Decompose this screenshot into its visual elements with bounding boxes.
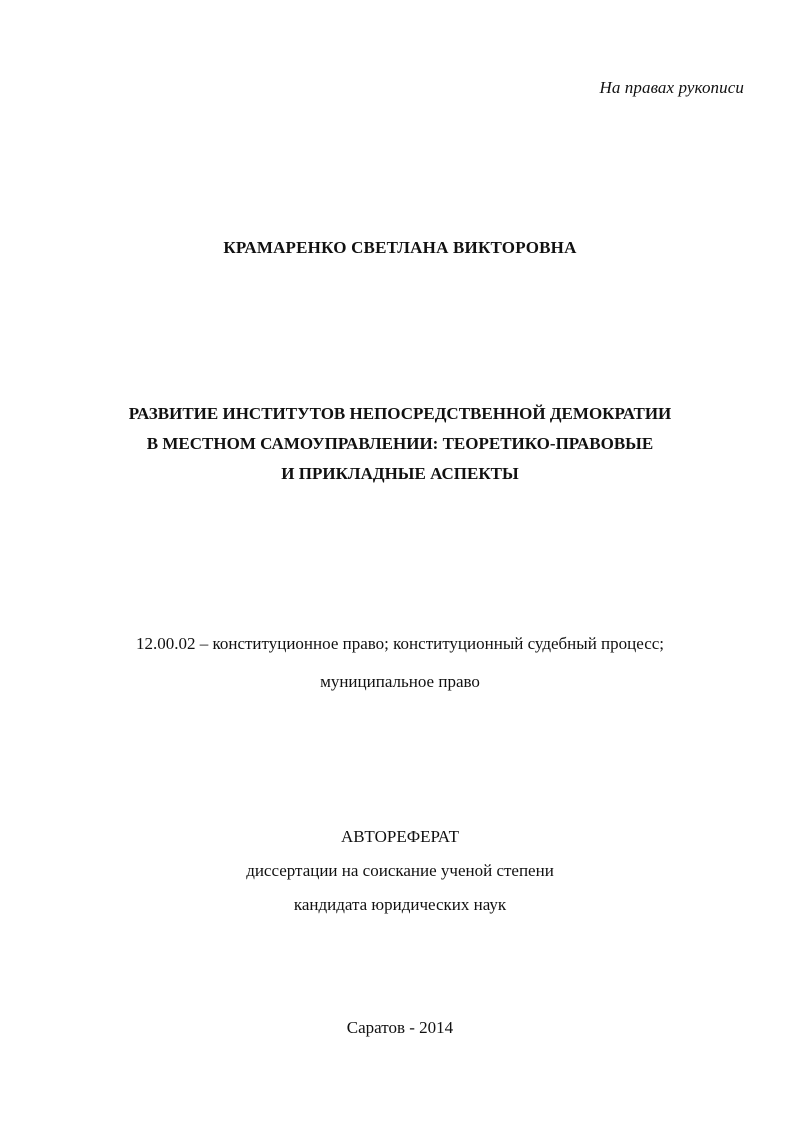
title-line: РАЗВИТИЕ ИНСТИТУТОВ НЕПОСРЕДСТВЕННОЙ ДЕМОКРАТИИ <box>128 404 672 423</box>
specialty-line: муниципальное право <box>320 672 480 691</box>
manuscript-rights-note: На правах рукописи <box>599 78 744 97</box>
specialty-code <box>20 625 780 701</box>
abstract-heading: АВТОРЕФЕРАТ <box>341 827 459 846</box>
title-line: И ПРИКЛАДНЫЕ АСПЕКТЫ <box>281 464 519 483</box>
abstract-line: кандидата юридических наук <box>293 895 507 914</box>
dissertation-title <box>20 399 780 489</box>
abstract-description <box>0 820 800 922</box>
specialty-line: 12.00.02 – конституционное право; конституционный судебный процесс; <box>135 634 665 653</box>
author-name: КРАМАРЕНКО СВЕТЛАНА ВИКТОРОВНА <box>223 238 577 257</box>
title-line: В МЕСТНОМ САМОУПРАВЛЕНИИ: ТЕОРЕТИКО-ПРАВОВЫЕ <box>146 434 654 453</box>
abstract-line: диссертации на соискание ученой степени <box>246 861 554 880</box>
city-year: Саратов - 2014 <box>346 1018 454 1037</box>
